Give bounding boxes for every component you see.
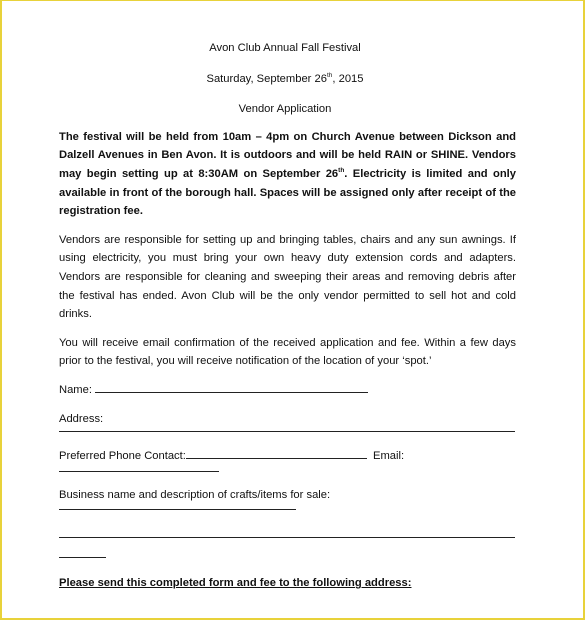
event-date-ordinal: th (326, 71, 333, 79)
festival-info-ordinal: th (338, 166, 345, 174)
business-label: Business name and description of crafts/items for sale: (59, 488, 331, 501)
business-input-line-3[interactable] (59, 557, 106, 558)
address-field-row (59, 410, 519, 429)
vendor-application-form (59, 38, 519, 593)
business-input-line-2[interactable] (59, 537, 515, 538)
business-field-row (59, 486, 519, 505)
business-input-line-1[interactable] (59, 509, 296, 510)
contact-field-row (59, 447, 519, 466)
email-label: Email: (372, 450, 405, 463)
phone-input-line[interactable] (186, 447, 367, 459)
name-input-line[interactable] (95, 381, 368, 393)
confirmation-paragraph: You will receive email confirmation of the received application and fee. Within a few days prior to the festival, you will receive notification of the location of your ‘spot.’ (59, 336, 516, 368)
vendor-responsibilities-paragraph: Vendors are responsible for setting up and bringing tables, chairs and any sun awnings. If using electricity, you must bring your own heavy duty extension cords and adapters. Vendors are responsible for cleaning and sweeping their areas and removing debris after the festival has ended. Avon Club will be the only vendor permitted to sell hot and cold drinks. (59, 233, 516, 321)
address-label: Address: (59, 412, 104, 425)
document-subtitle: Vendor Application (238, 103, 332, 116)
event-date-year: , 2015 (332, 72, 364, 85)
event-date (55, 70, 515, 89)
event-date-prefix: Saturday, September 26 (206, 72, 327, 85)
document-title: Avon Club Annual Fall Festival (209, 42, 361, 54)
name-label: Name: (59, 383, 92, 396)
address-input-line[interactable] (59, 431, 515, 432)
phone-label: Preferred Phone Contact: (59, 450, 186, 463)
festival-info-paragraph (59, 128, 516, 221)
festival-info-part2: . Electricity is limited and only available in front of the borough hall. Spaces will be assigned only after receipt of the registration fee. (59, 167, 516, 218)
send-instructions: Please send this completed form and fee to the following address: (59, 577, 412, 590)
name-field-row (59, 381, 519, 400)
email-input-line[interactable] (59, 471, 219, 472)
festival-info-part1: The festival will be held from 10am – 4pm on Church Avenue between Dickson and Dalzell Avenues in Ben Avon. It is outdoors and will be held RAIN or SHINE. Vendors may begin setting up at 8:30AM on September 26 (59, 130, 516, 180)
